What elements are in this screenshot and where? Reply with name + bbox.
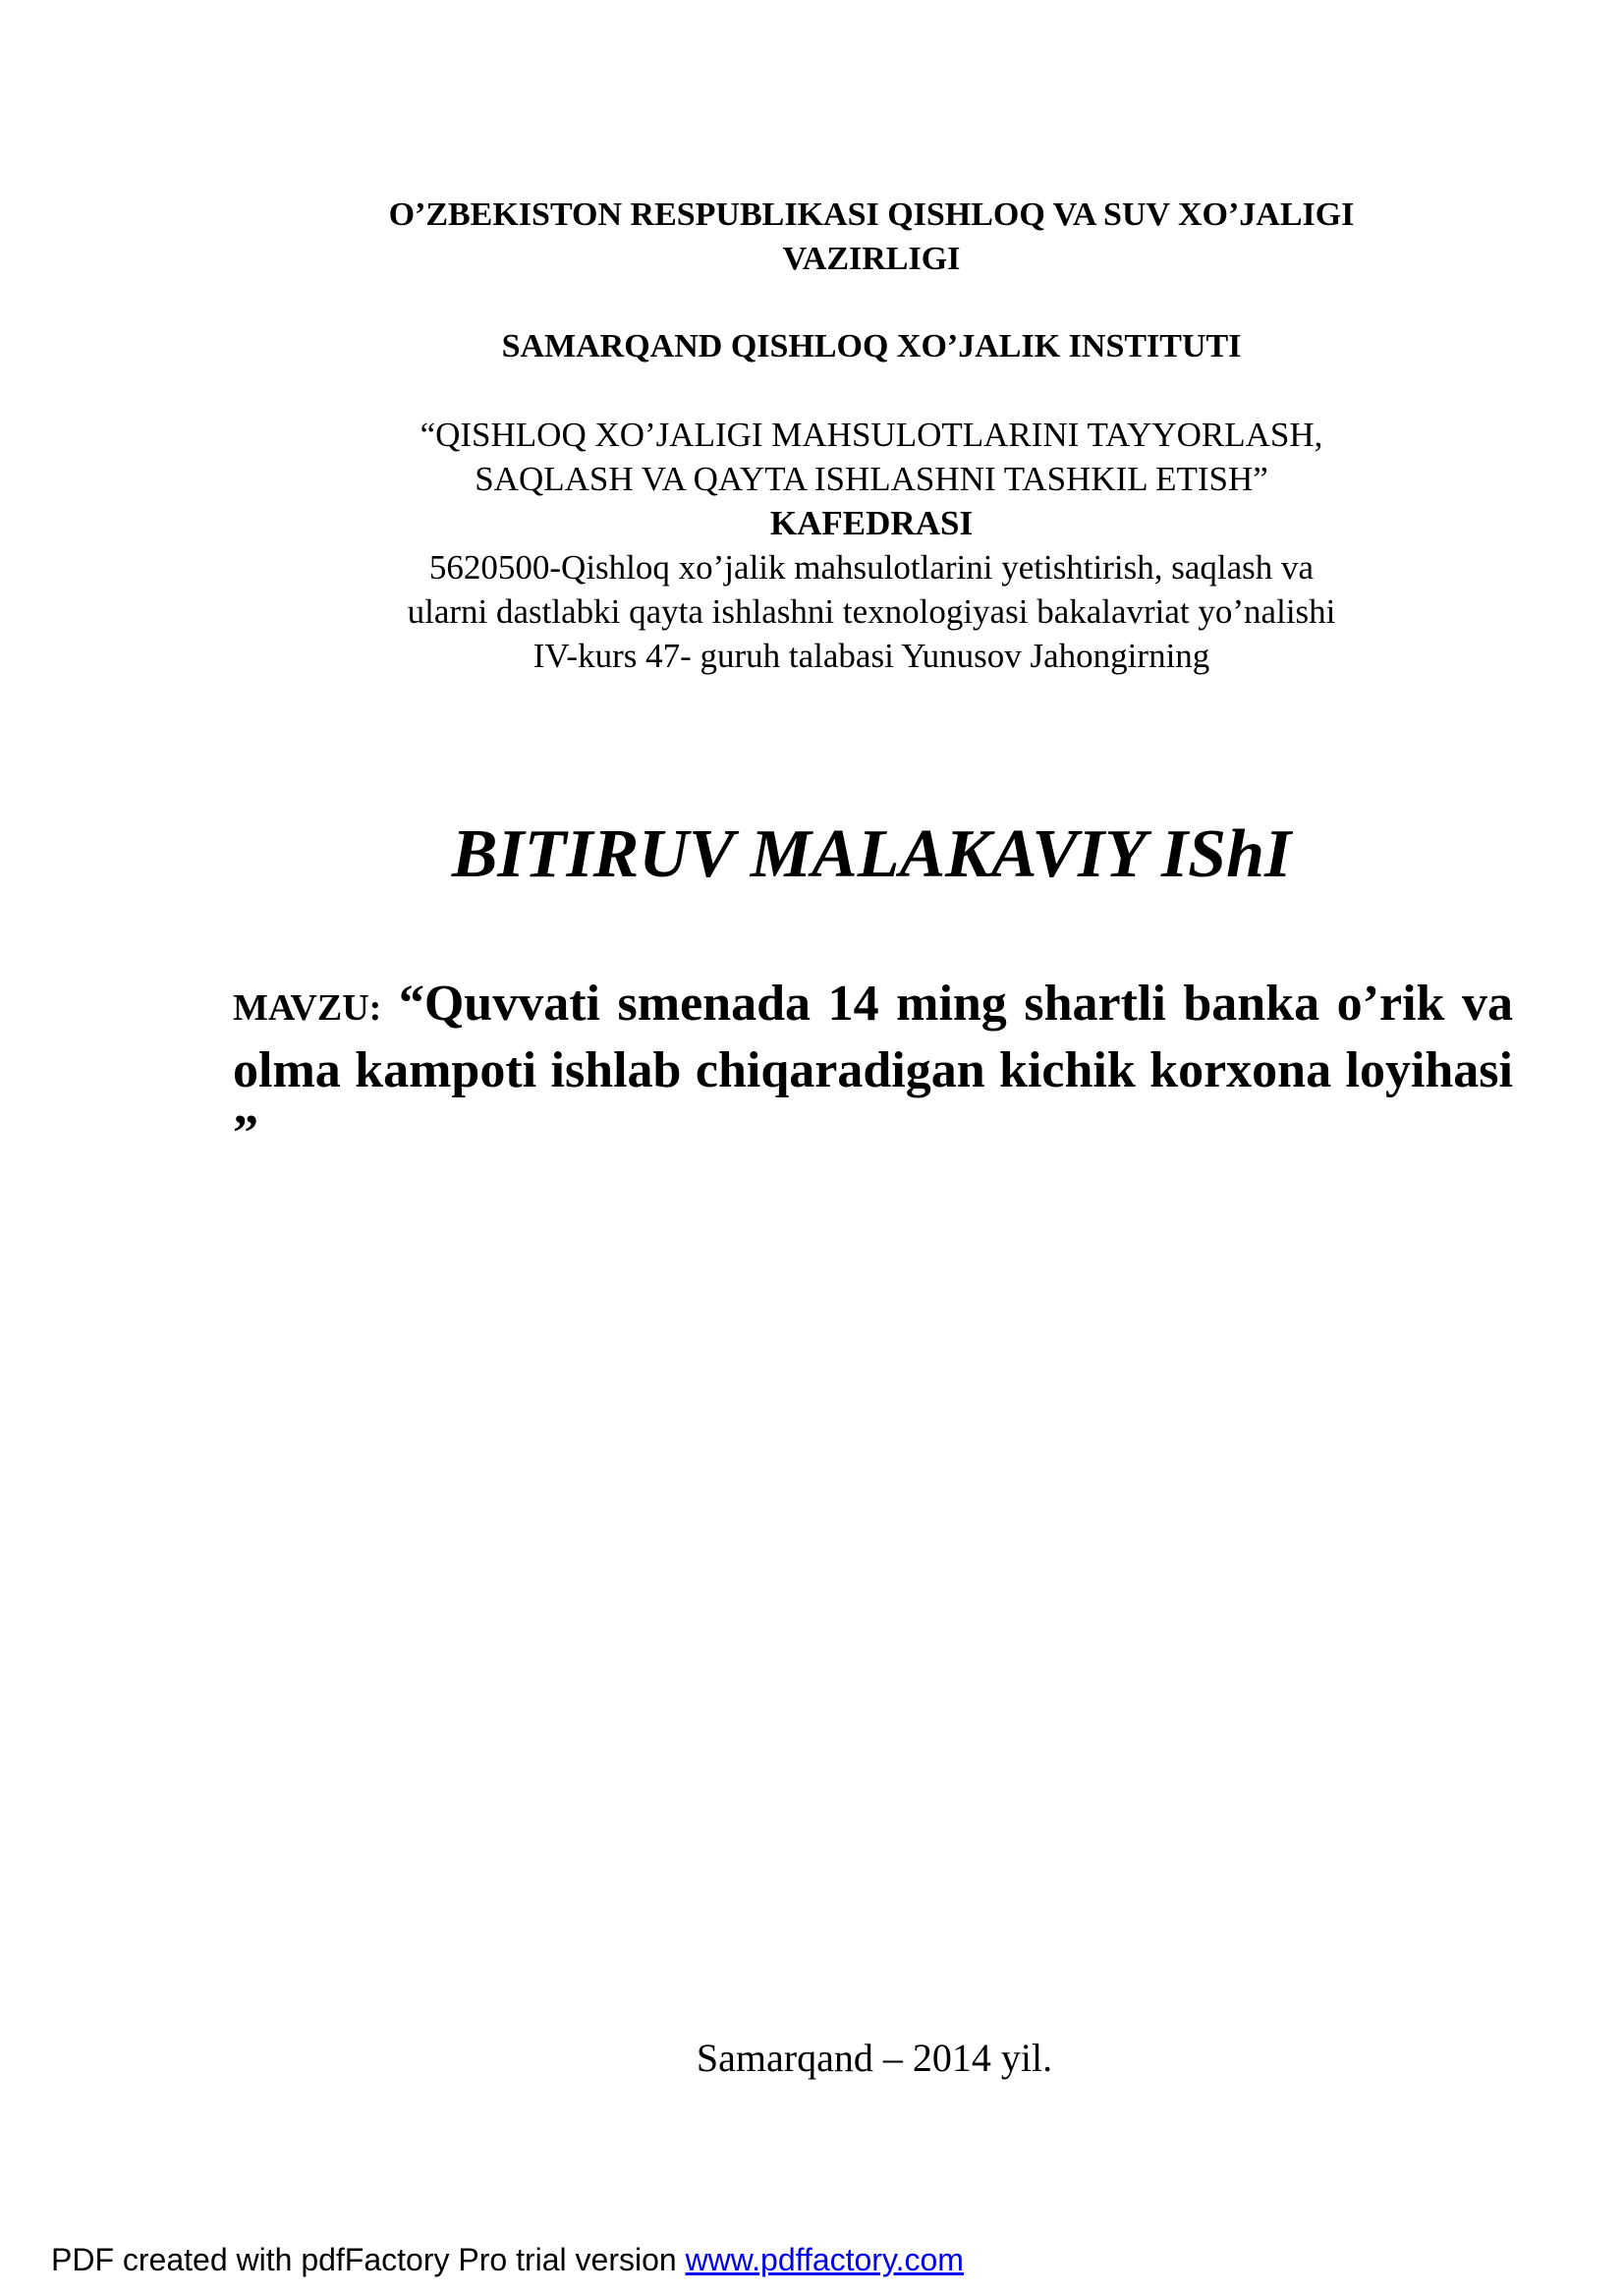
ministry-heading xyxy=(233,193,1510,281)
pdf-footer xyxy=(51,2240,964,2279)
department-line-2: SAQLASH VA QAYTA ISHLASHNI TASHKIL ETISH” xyxy=(475,460,1268,498)
footer-link[interactable]: www.pdffactory.com xyxy=(685,2242,964,2277)
department-line-1: “QISHLOQ XO’JALIGI MAHSULOTLARINI TAYYORLASH, xyxy=(420,416,1323,454)
place-year: Samarqand – 2014 yil. xyxy=(696,2036,1053,2080)
program-line-1: 5620500-Qishloq xo’jalik mahsulotlarini yetishtirish, saqlash va xyxy=(428,548,1315,587)
topic-text: “Quvvati smenada 14 ming shartli banka o’rik va olma kampoti ishlab chiqaradigan kichik korxona loyihasi ” xyxy=(233,976,1513,1161)
ministry-line-2: VAZIRLIGI xyxy=(782,241,961,277)
topic-label: MAVZU: xyxy=(233,987,382,1029)
department-line-3: KAFEDRASI xyxy=(769,504,974,542)
institute-heading xyxy=(233,324,1510,368)
topic-block xyxy=(233,973,1513,1165)
footer-text: PDF created with pdfFactory Pro trial version xyxy=(51,2242,686,2277)
student-line: IV-kurs 47- guruh talabasi Yunusov Jahongirning xyxy=(532,637,1210,675)
work-title: BITIRUV MALAKAVIY IShI xyxy=(451,816,1292,892)
institute-name: SAMARQAND QISHLOQ XO’JALIK INSTITUTI xyxy=(501,328,1242,364)
ministry-line-1: O’ZBEKISTON RESPUBLIKASI QISHLOQ VA SUV XO’JALIGI xyxy=(388,196,1355,233)
department-block xyxy=(233,413,1510,678)
program-line-2: ularni dastlabki qayta ishlashni texnologiyasi bakalavriat yo’nalishi xyxy=(407,592,1336,631)
